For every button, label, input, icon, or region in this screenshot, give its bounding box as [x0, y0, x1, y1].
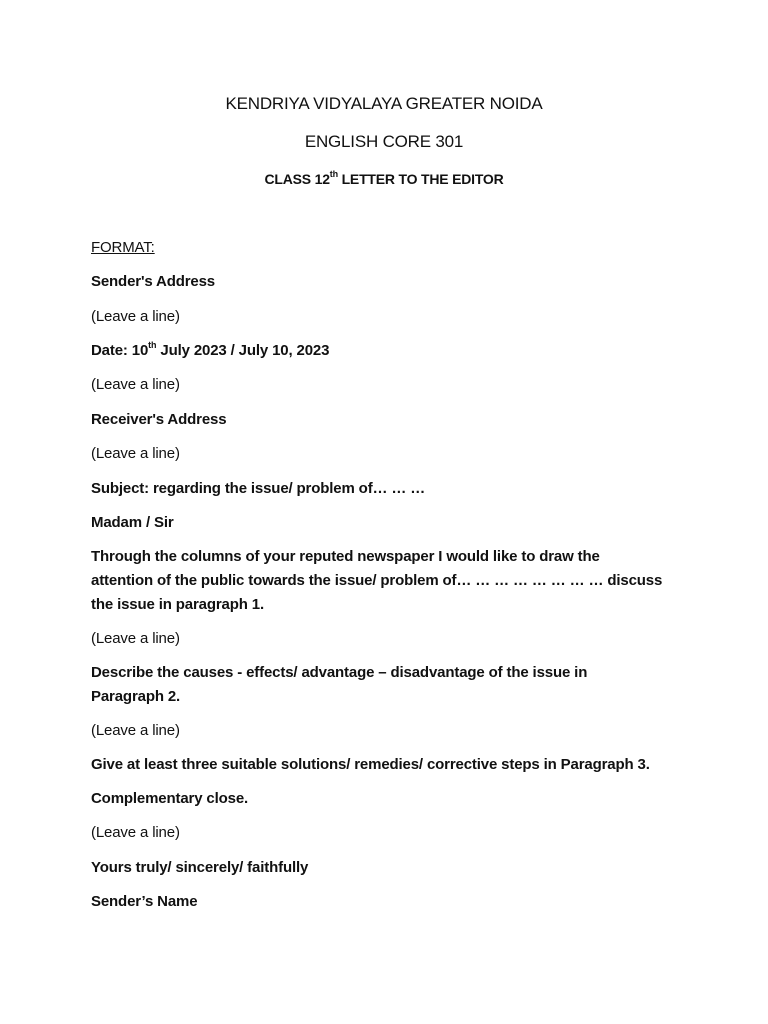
complementary-close: Complementary close. [91, 790, 249, 807]
class-title-prefix: CLASS 12 [264, 171, 330, 187]
receivers-address: Receiver's Address [91, 411, 227, 428]
subject-line: Subject: regarding the issue/ problem of… … … [91, 480, 426, 497]
date-ordinal: th [148, 340, 157, 350]
date-suffix: July 2023 / July 10, 2023 [156, 342, 330, 359]
leave-line: (Leave a line) [91, 308, 180, 325]
leave-line: (Leave a line) [91, 445, 180, 462]
closing-line: Yours truly/ sincerely/ faithfully [91, 859, 309, 876]
format-label: FORMAT: [91, 239, 155, 256]
class-title-ordinal: th [329, 169, 338, 180]
paragraph-1-line-1: Through the columns of your reputed newspaper I would like to draw the [91, 548, 600, 565]
leave-line: (Leave a line) [91, 722, 180, 739]
paragraph-3: Give at least three suitable solutions/ remedies/ corrective steps in Paragraph 3. [91, 756, 650, 773]
school-title: KENDRIYA VIDYALAYA GREATER NOIDA [225, 94, 543, 113]
leave-line: (Leave a line) [91, 630, 180, 647]
senders-address: Sender's Address [91, 273, 215, 290]
leave-line: (Leave a line) [91, 824, 180, 841]
date-line [91, 339, 681, 363]
paragraph-1-line-3: the issue in paragraph 1. [91, 596, 264, 613]
paragraph-2-line-1: Describe the causes - effects/ advantage – disadvantage of the issue in [91, 664, 588, 681]
date-prefix: Date: 10 [91, 342, 149, 359]
paragraph-2-line-2: Paragraph 2. [91, 688, 181, 705]
class-title-suffix: LETTER TO THE EDITOR [337, 171, 504, 187]
class-title [0, 171, 768, 187]
leave-line: (Leave a line) [91, 376, 180, 393]
senders-name: Sender’s Name [91, 893, 198, 910]
paragraph-1-line-2: attention of the public towards the issue/ problem of… … … … … … … … discuss [91, 572, 663, 589]
salutation: Madam / Sir [91, 514, 174, 531]
subject-title: ENGLISH CORE 301 [304, 132, 464, 151]
